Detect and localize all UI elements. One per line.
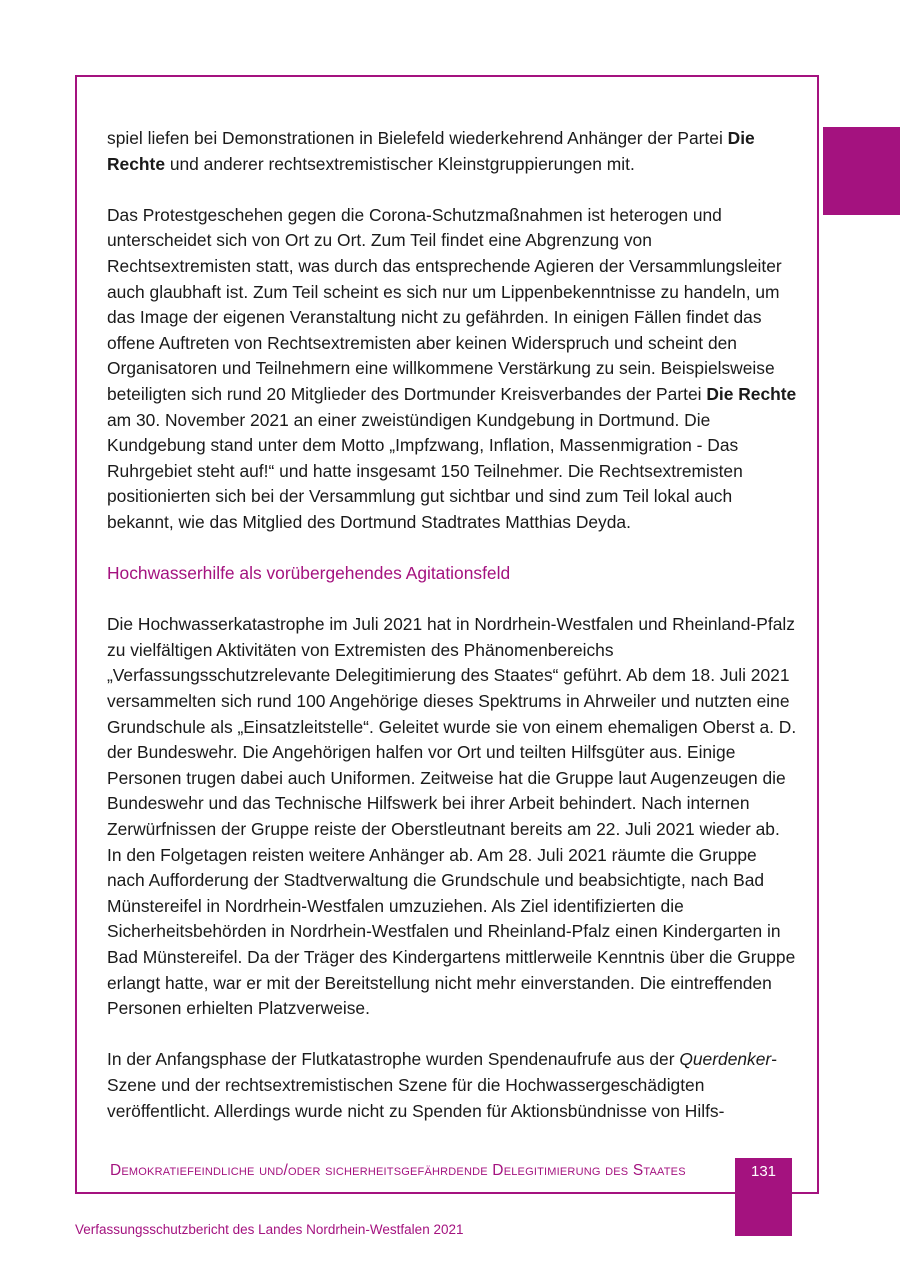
text-run: In der Anfangsphase der Flutkatastrophe wurden Spendenaufrufe aus der	[107, 1049, 680, 1070]
section-heading: Hochwasserhilfe als vorübergehendes Agitationsfeld	[107, 563, 511, 584]
page-content	[107, 126, 797, 1124]
party-name-bold: Die Rechte	[107, 128, 755, 174]
text-run: und anderer rechtsextremistischer Kleinstgruppierungen mit.	[165, 153, 635, 174]
emphasis-italic: Querdenker	[679, 1049, 772, 1070]
text-run: Die Hochwasserkatastrophe im Juli 2021 hat in Nordrhein-Westfalen und Rheinland-Pfalz zu vielfältigen Aktivitäten von Extremisten des Phänomenbereichs „Verfassungsschutzrelevante Delegitimierung des Staates“ geführt. Ab dem 18. Juli 2021 versammelten sich rund 100 Angehörige dieses Spektrums in Ahrweiler und nutzten eine Grundschule als „Einsatzleitstelle“. Geleitet wurde sie von einem ehemaligen Oberst a. D. der Bundeswehr. Die Angehörigen halfen vor Ort und teilten Hilfsgüter aus. Einige Personen trugen dabei auch Uniformen. Zeitweise hat die Gruppe laut Augenzeugen die Bundeswehr und das Technische Hilfswerk bei ihrer Arbeit behindert. Nach internen Zerwürfnissen der Gruppe reiste der Oberstleutnant bereits am 22. Juli 2021 wieder ab. In den Folgetagen reisten weitere Anhänger ab. Am 28. Juli 2021 räumte die Gruppe nach Aufforderung der Stadtverwaltung die Grundschule und beabsichtigte, nach Bad Münstereifel in Nordrhein-Westfalen umzuziehen. Als Ziel identifizierten die Sicherheitsbehörden in Nordrhein-Westfalen und Rheinland-Pfalz einen Kindergarten in Bad Münstereifel. Da der Träger des Kindergartens mittlerweile Kenntnis über die Gruppe erlangt hatte, war er mit der Bereitstellung nicht mehr einverstanden. Die eintreffenden Personen erhielten Platzverweise.	[107, 614, 797, 1019]
chapter-side-tab	[823, 127, 900, 215]
paragraph-4	[107, 1047, 797, 1124]
chapter-title-footer: Demokratiefeindliche und/oder sicherheitsgefährdende Delegitimierung des Staates	[110, 1162, 686, 1179]
paragraph-2	[107, 203, 797, 536]
paragraph-1	[107, 126, 797, 177]
text-run: Das Protestgeschehen gegen die Corona-Schutzmaßnahmen ist heterogen und unterscheidet sich von Ort zu Ort. Zum Teil findet eine Abgrenzung von Rechtsextremisten statt, was durch das entsprechende Agieren der Versammlungsleiter auch glaubhaft ist. Zum Teil scheint es sich nur um Lippenbekenntnisse zu handeln, um das Image der eigenen Veranstaltung nicht zu gefährden. In einigen Fällen findet das offene Auftreten von Rechtsextremisten aber keinen Widerspruch und scheint den Organisatoren und Teilnehmern eine willkommene Verstärkung zu sein. Beispielsweise beteiligten sich rund 20 Mitglieder des Dortmunder Kreisverbandes der Partei	[107, 204, 782, 404]
text-run: -Szene und der rechtsextremistischen Szene für die Hochwassergeschädigten veröffentlicht. Allerdings wurde nicht zu Spenden für Aktionsbündnisse von Hilfs-	[107, 1049, 777, 1121]
text-run: am 30. November 2021 an einer zweistündigen Kundgebung in Dortmund. Die Kundgebung stand unter dem Motto „Impfzwang, Inflation, Massenmigration - Das Ruhrgebiet steht auf!“ und hatte insgesamt 150 Teilnehmer. Die Rechtsextremisten positionierten sich bei der Versammlung gut sichtbar und sind zum Teil lokal auch bekannt, wie das Mitglied des Dortmund Stadtrates Matthias Deyda.	[107, 409, 743, 532]
text-run: spiel liefen bei Demonstrationen in Bielefeld wiederkehrend Anhänger der Partei	[107, 128, 728, 148]
report-title: Verfassungsschutzbericht des Landes Nordrhein-Westfalen 2021	[75, 1222, 464, 1237]
page-number: 131	[750, 1163, 777, 1180]
paragraph-3	[107, 612, 797, 1022]
party-name-bold: Die Rechte	[706, 383, 797, 404]
